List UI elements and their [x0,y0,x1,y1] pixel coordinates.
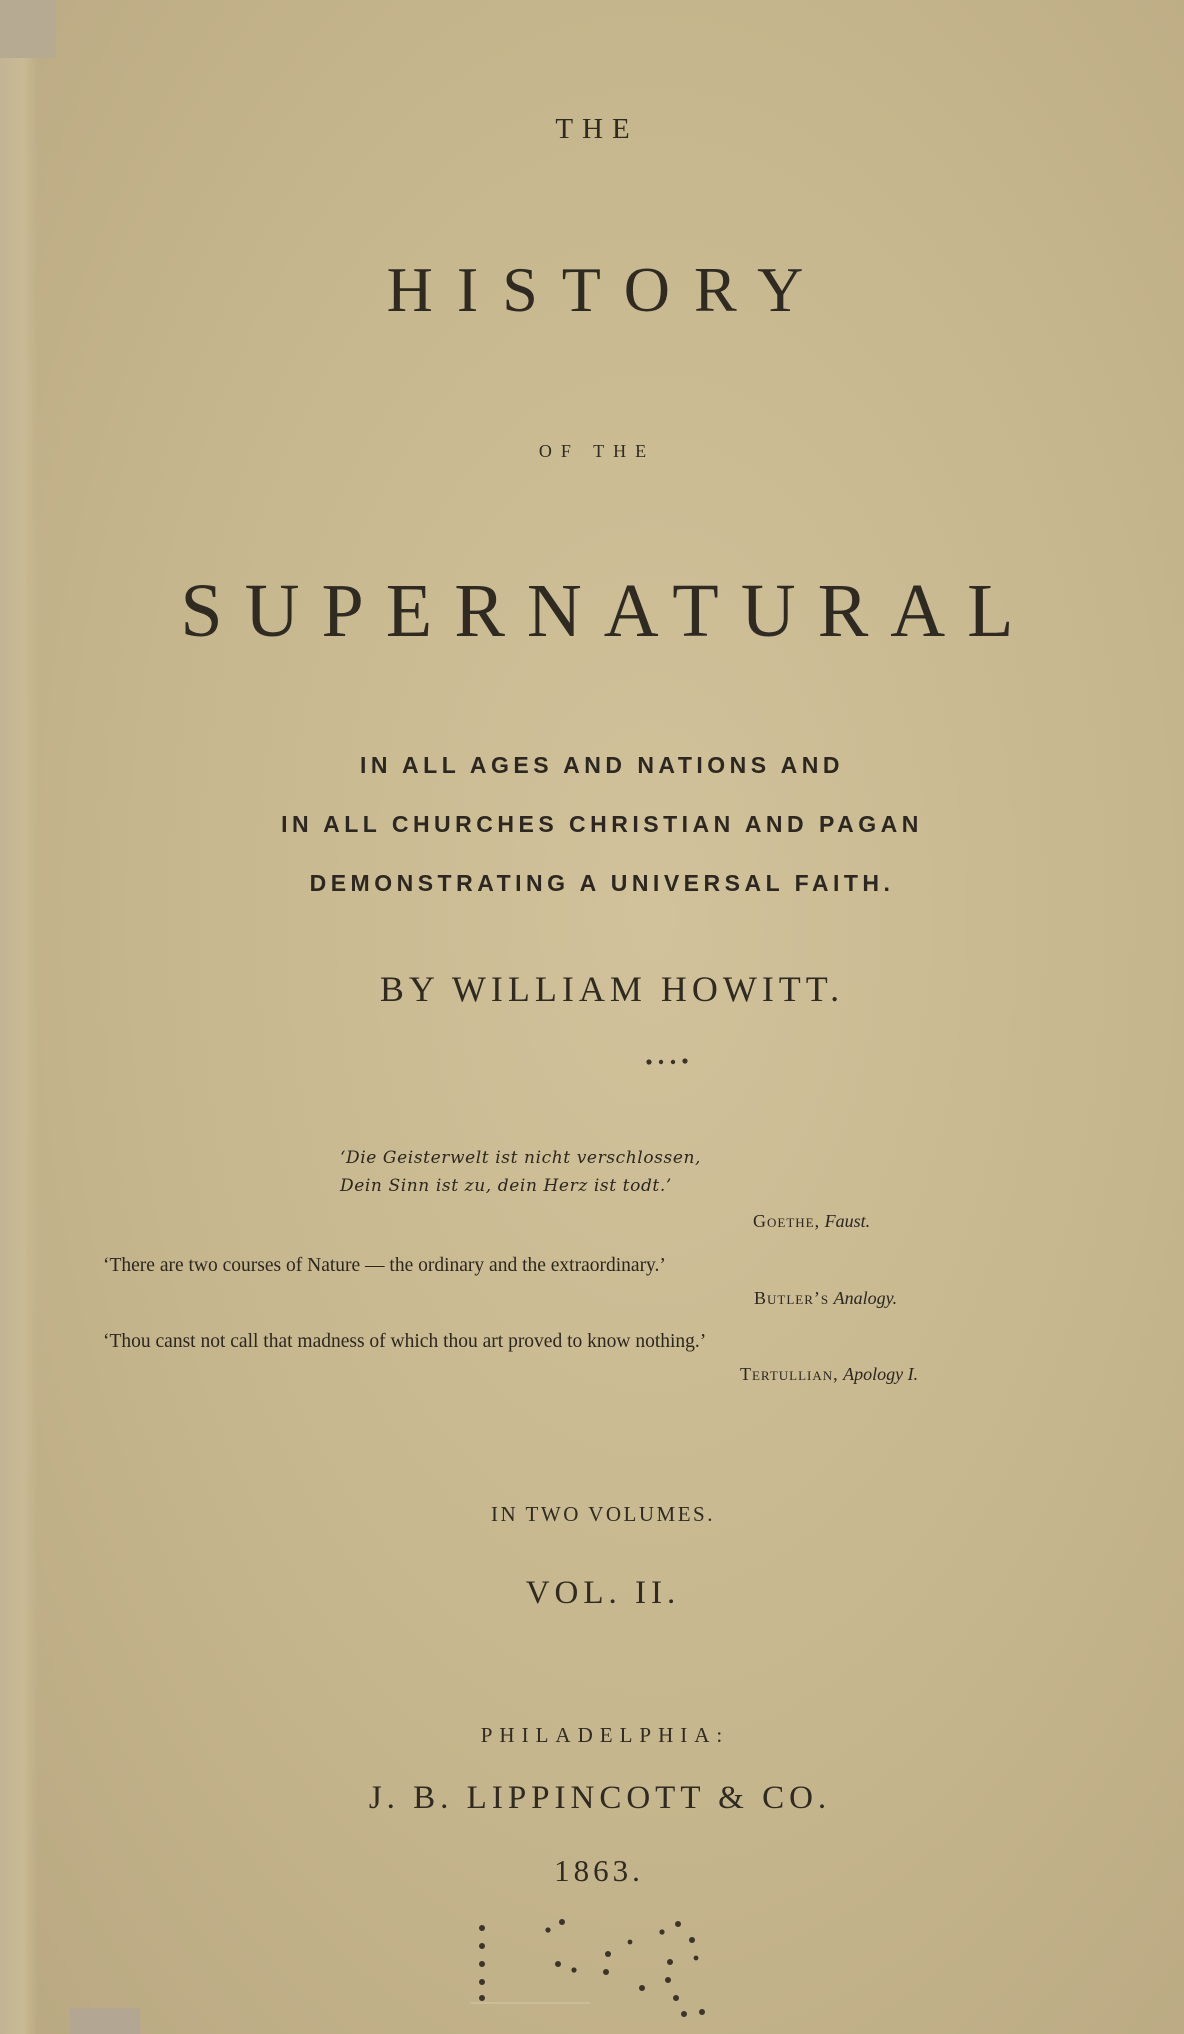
ornament-dots [643,1056,703,1068]
imprint-publisher: J. B. LIPPINCOTT & CO. [368,1780,832,1816]
author-line: BY WILLIAM HOWITT. [379,969,845,1009]
attribution-work: Faust. [824,1211,871,1231]
subtitle-line-1: IN ALL AGES AND NATIONS AND [360,752,844,778]
title-history: HISTORY [386,254,828,325]
volumes-note: IN TWO VOLUMES. [491,1502,715,1526]
attribution-name: Tertullian, [740,1364,839,1384]
epigraph-tertullian-attribution [740,1364,918,1385]
page-corner-mark [0,0,56,58]
imprint-year: 1863. [554,1853,644,1888]
epigraph-goethe-line-1: ‘Die Geisterwelt ist nicht verschlossen, [340,1148,702,1168]
attribution-work: Apology I. [843,1364,919,1384]
subtitle-line-3: DEMONSTRATING A UNIVERSAL FAITH. [309,870,895,896]
page-bottom-mark [70,2008,140,2034]
attribution-name: Goethe, [753,1211,821,1231]
epigraph-butler: ‘There are two courses of Nature — the ordinary and the extraordinary.’ [103,1255,666,1276]
epigraph-goethe-attribution [753,1211,870,1232]
title-of-the: OF THE [538,441,656,461]
perforation-stamp [470,1912,750,2022]
title-the: THE [555,113,639,145]
volume-number: VOL. II. [525,1575,681,1611]
subtitle-line-2: IN ALL CHURCHES CHRISTIAN AND PAGAN [281,811,923,837]
epigraph-goethe-line-2: Dein Sinn ist zu, dein Herz ist todt.’ [340,1176,672,1196]
imprint-place: PHILADELPHIA: [480,1723,730,1747]
epigraph-tertullian: ‘Thou canst not call that madness of which thou art proved to know nothing.’ [103,1331,707,1352]
epigraph-butler-attribution [754,1288,897,1309]
title-supernatural: SUPERNATURAL [180,569,1036,653]
attribution-name: Butler’s [754,1288,830,1308]
attribution-work: Analogy. [833,1288,898,1308]
